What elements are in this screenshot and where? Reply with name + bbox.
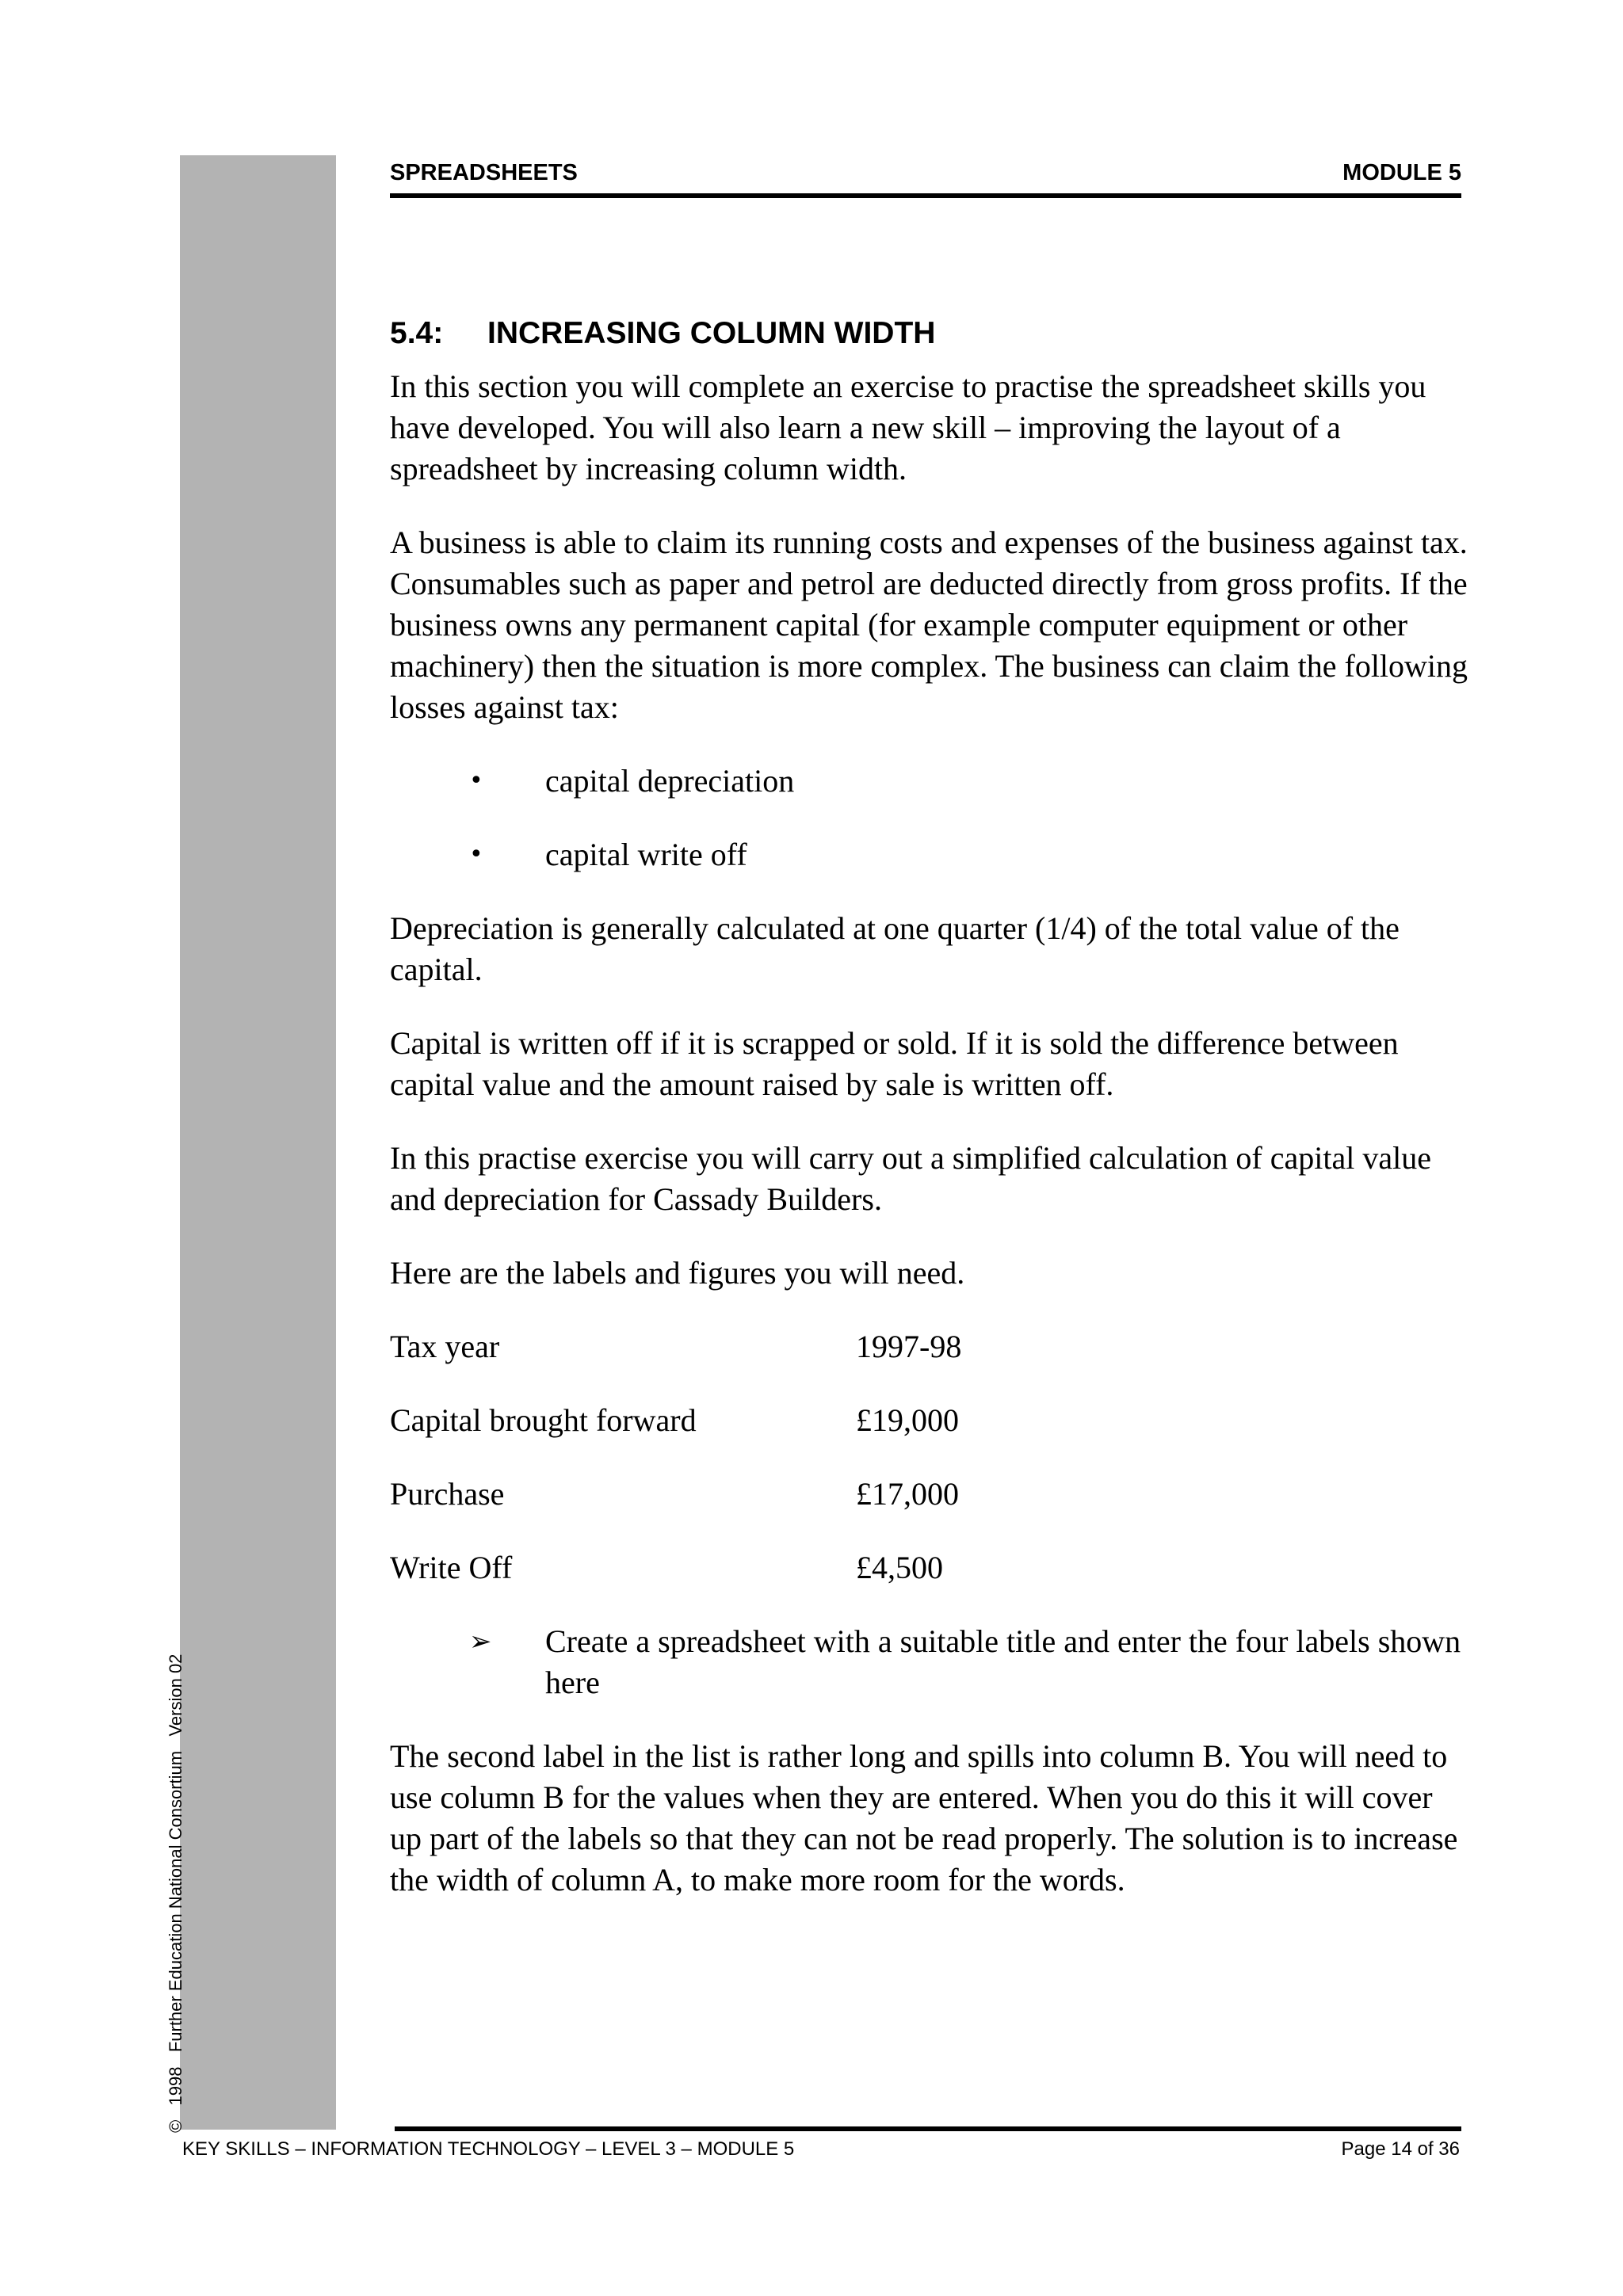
footer-rule: [395, 2126, 1461, 2131]
list-item-text: capital depreciation: [545, 763, 795, 799]
header-title: SPREADSHEETS: [390, 160, 578, 185]
figures-table: [390, 1326, 1469, 1589]
figure-row: [390, 1326, 1469, 1367]
figure-label: Capital brought forward: [390, 1402, 697, 1438]
page-number: Page 14 of 36: [1341, 2138, 1460, 2160]
figure-label: Tax year: [390, 1329, 500, 1364]
figure-value: 1997-98: [856, 1329, 962, 1364]
practise-paragraph: In this practise exercise you will carry out a simplified calculation of capital value and depreciation for Cassady Builders.: [390, 1140, 1431, 1217]
bullet-icon: •: [469, 841, 483, 868]
figure-label: Purchase: [390, 1476, 505, 1512]
figure-row: [390, 1547, 1469, 1589]
intro-paragraph: In this section you will complete an exercise to practise the spreadsheet skills you have developed. You will also learn a new skill – improving the layout of a spreadsheet by increasing column width.: [390, 368, 1426, 486]
write-off-paragraph: Capital is written off if it is scrapped or sold. If it is sold the difference between capital value and the amount raised by sale is written off.: [390, 1025, 1399, 1102]
copyright-note: © 1998 Further Education National Consortium Version 02: [166, 1653, 185, 2133]
page-header: [390, 157, 1461, 189]
list-item-text: capital write off: [545, 837, 747, 872]
arrow-bullet-icon: ➢: [469, 1626, 492, 1657]
figure-value: £17,000: [856, 1476, 959, 1512]
section-title: INCREASING COLUMN WIDTH: [487, 316, 936, 350]
footer-course: KEY SKILLS – INFORMATION TECHNOLOGY – LEVEL 3 – MODULE 5: [182, 2138, 795, 2160]
labels-intro-paragraph: Here are the labels and figures you will need.: [390, 1255, 965, 1291]
list-item: [390, 761, 1469, 802]
column-b-paragraph: The second label in the list is rather long and spills into column B. You will need to use column B for the values when they are entered. When you do this it will cover up part of the labels so that they can not be read properly. The solution is to increase the width of column A, to make more room for the words.: [390, 1738, 1458, 1897]
page-footer: [182, 2137, 1460, 2162]
loss-list: [390, 761, 1469, 875]
task-instruction: [390, 1621, 1469, 1703]
task-text: Create a spreadsheet with a suitable title and enter the four labels shown here: [545, 1623, 1461, 1700]
bullet-icon: •: [469, 767, 483, 795]
figure-label: Write Off: [390, 1550, 513, 1585]
figure-value: £19,000: [856, 1402, 959, 1438]
depreciation-paragraph: Depreciation is generally calculated at one quarter (1/4) of the total value of the capital.: [390, 910, 1400, 987]
figure-row: [390, 1474, 1469, 1515]
section-heading: [390, 314, 935, 353]
header-rule: [390, 193, 1461, 198]
side-bar: [180, 155, 336, 2130]
section-number: 5.4:: [390, 316, 444, 350]
tax-paragraph: A business is able to claim its running costs and expenses of the business against tax. Consumables such as paper and petrol are deducted directly from gross profits. If the business owns any permanent capital (for example computer equipment or other machinery) then the situation is more complex. The business can claim the following losses against tax:: [390, 524, 1468, 725]
list-item: [390, 834, 1469, 875]
figure-value: £4,500: [856, 1550, 943, 1585]
header-module: MODULE 5: [1342, 160, 1461, 185]
body-text: [390, 366, 1469, 1933]
figure-row: [390, 1400, 1469, 1441]
